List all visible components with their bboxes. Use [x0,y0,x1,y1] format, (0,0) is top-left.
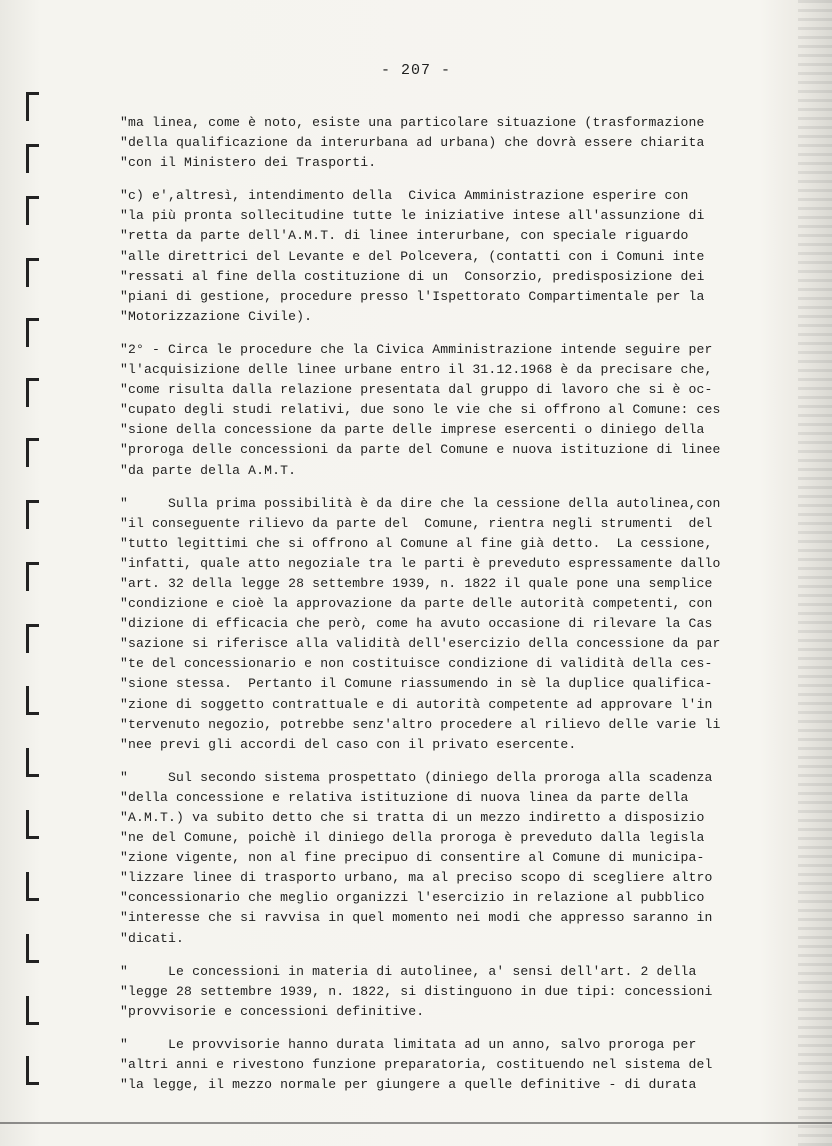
binding-bracket [26,500,39,529]
text-line: "con il Ministero dei Trasporti. [120,155,377,171]
text-line: "Motorizzazione Civile). [120,308,313,324]
paragraph [120,494,760,755]
text-line: "come risulta dalla relazione presentata dal gruppo di lavoro che si è oc- [120,382,713,398]
text-line: "legge 28 settembre 1939, n. 1822, si distinguono in due tipi: concessioni [120,983,713,999]
paragraph [120,962,760,1022]
page-number: - 207 - [380,62,451,79]
text-line: "della qualificazione da interurbana ad urbana) che dovrà essere chiarita [120,135,705,151]
text-line: "proroga delle concessioni da parte del Comune e nuova istituzione di linee [120,442,721,458]
binding-bracket [26,624,39,653]
binding-bracket [26,996,39,1025]
binding-bracket [26,1056,39,1085]
text-line: " Sul secondo sistema prospettato (diniego della proroga alla scadenza [120,769,713,785]
paragraph [120,340,760,481]
bottom-edge [0,1122,832,1124]
page-edge [798,0,832,1146]
binding-bracket [26,872,39,901]
paragraph [120,768,760,949]
text-line: "concessionario che meglio organizzi l'esercizio in relazione al pubblico [120,890,705,906]
text-line: "retta da parte dell'A.M.T. di linee interurbane, con speciale riguardo [120,228,689,244]
binding-bracket [26,562,39,591]
text-line: "altri anni e rivestono funzione preparatoria, costituendo nel sistema del [120,1057,713,1073]
text-line: "la legge, il mezzo normale per giungere a quelle definitive - di durata [120,1077,697,1093]
text-line: "condizione e cioè la approvazione da parte delle autorità competenti, con [120,596,713,612]
text-line: "ressati al fine della costituzione di un Consorzio, predisposizione dei [120,268,705,284]
binding-bracket [26,258,39,287]
text-line: "lizzare linee di trasporto urbano, ma al preciso scopo di scegliere altro [120,870,713,886]
binding-bracket [26,92,39,121]
text-line: "art. 32 della legge 28 settembre 1939, n. 1822 il quale pone una semplice [120,575,713,591]
text-line: " Le concessioni in materia di autolinee, a' sensi dell'art. 2 della [120,963,697,979]
binding-bracket [26,438,39,467]
text-line: "da parte della A.M.T. [120,462,297,478]
text-line: "alle direttrici del Levante e del Polcevera, (contatti con i Comuni inte [120,248,705,264]
text-line: "interesse che si ravvisa in quel momento nei modi che appresso saranno in [120,910,713,926]
text-line: "dicati. [120,930,185,946]
text-line: "provvisorie e concessioni definitive. [120,1003,425,1019]
text-line: "della concessione e relativa istituzione di nuova linea da parte della [120,789,689,805]
text-line: "nee previ gli accordi del caso con il privato esercente. [120,736,577,752]
text-line: "tutto legittimi che si offrono al Comune al fine già detto. La cessione, [120,535,713,551]
text-line: "il conseguente rilievo da parte del Comune, rientra negli strumenti del [120,515,713,531]
binding-bracket [26,748,39,777]
text-line: "la più pronta sollecitudine tutte le iniziative intese all'assunzione di [120,208,705,224]
binding-bracket [26,196,39,225]
binding-bracket [26,318,39,347]
text-line: "2° - Circa le procedure che la Civica Amministrazione intende seguire per [120,341,713,357]
binding-bracket [26,934,39,963]
text-line: "sione della concessione da parte delle imprese esercenti o diniego della [120,422,705,438]
binding-bracket [26,810,39,839]
text-line: "sione stessa. Pertanto il Comune riassumendo in sè la duplice qualifica- [120,676,713,692]
paragraph [120,1035,760,1095]
binding-bracket [26,378,39,407]
paragraph [120,113,760,173]
text-line: "sazione si riferisce alla validità dell'esercizio della concessione da par [120,636,721,652]
text-line: "te del concessionario e non costituisce condizione di validità della ces- [120,656,713,672]
text-line: "A.M.T.) va subito detto che si tratta di un mezzo indiretto a disposizio [120,810,705,825]
text-line: "cupato degli studi relativi, due sono le vie che si offrono al Comune: ces [120,402,721,418]
text-line: "infatti, quale atto negoziale tra le parti è preveduto espressamente dallo [120,555,721,571]
text-line: "zione di soggetto contrattuale e di autorità competente ad approvare l'in [120,696,713,712]
text-line: "ma linea, come è noto, esiste una particolare situazione (trasformazione [120,115,705,130]
text-line: "c) e',altresì, intendimento della Civica Amministrazione esperire con [120,188,689,204]
text-line: "tervenuto negozio, potrebbe senz'altro procedere al rilievo delle varie li [120,716,721,732]
text-line: "ne del Comune, poichè il diniego della proroga è preveduto dalla legisla [120,830,705,846]
binding-bracket [26,686,39,715]
binding-bracket [26,144,39,173]
text-line: "piani di gestione, procedure presso l'Ispettorato Compartimentale per la [120,288,705,304]
document-body [120,113,760,1108]
paragraph [120,186,760,327]
binding-margin [0,90,40,1130]
text-line: " Sulla prima possibilità è da dire che la cessione della autolinea,con [120,495,721,511]
text-line: "dizione di efficacia che però, come ha avuto occasione di rilevare la Cas [120,616,713,632]
text-line: "zione vigente, non al fine precipuo di consentire al Comune di municipa- [120,850,705,866]
text-line: " Le provvisorie hanno durata limitata ad un anno, salvo proroga per [120,1036,697,1052]
text-line: "l'acquisizione delle linee urbane entro il 31.12.1968 è da precisare che, [120,362,713,378]
